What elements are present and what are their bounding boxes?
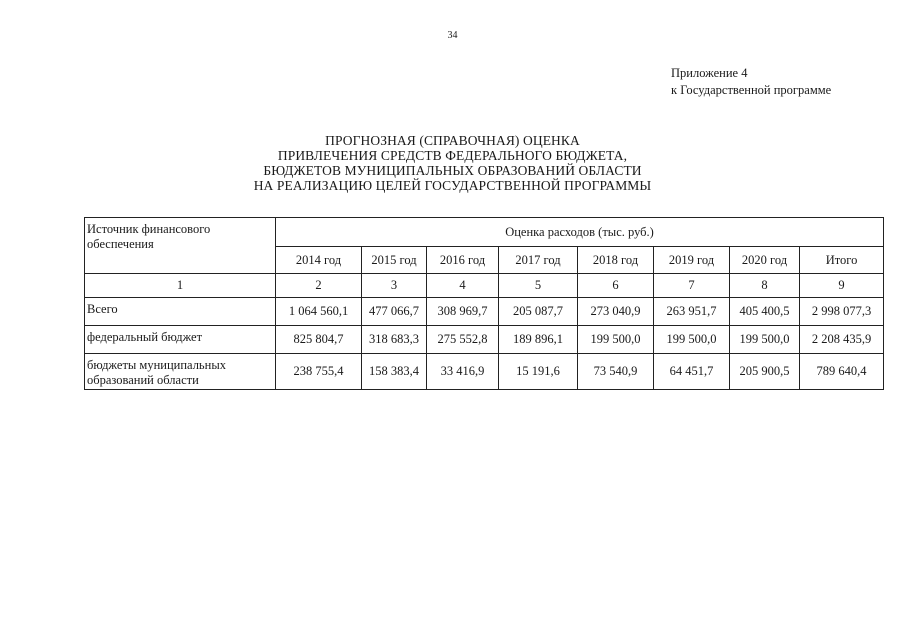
table-row-total xyxy=(85,298,884,326)
title-line-2: ПРИВЛЕЧЕНИЯ СРЕДСТВ ФЕДЕРАЛЬНОГО БЮДЖЕТА, xyxy=(277,148,628,163)
table-cell: 238 755,4 xyxy=(276,354,362,390)
appendix-line-1: Приложение 4 xyxy=(671,66,748,80)
year-header: 2017 год xyxy=(499,247,578,274)
table-row-federal xyxy=(85,326,884,354)
column-number: 5 xyxy=(499,274,578,298)
column-number: 2 xyxy=(276,274,362,298)
column-number: 8 xyxy=(730,274,800,298)
column-number: 7 xyxy=(654,274,730,298)
estimate-header: Оценка расходов (тыс. руб.) xyxy=(276,218,884,247)
appendix-line-2: к Государственной программе xyxy=(671,83,832,97)
table-cell: 318 683,3 xyxy=(362,326,427,354)
table-cell: 33 416,9 xyxy=(427,354,499,390)
table-cell: 825 804,7 xyxy=(276,326,362,354)
table-cell: 477 066,7 xyxy=(362,298,427,326)
year-header: 2015 год xyxy=(362,247,427,274)
row-label: бюджеты муниципальных образований области xyxy=(85,354,276,390)
table-cell: 2 208 435,9 xyxy=(800,326,884,354)
title-line-4: НА РЕАЛИЗАЦИЮ ЦЕЛЕЙ ГОСУДАРСТВЕННОЙ ПРОГРАММЫ xyxy=(253,178,652,193)
table-cell: 275 552,8 xyxy=(427,326,499,354)
table-cell: 15 191,6 xyxy=(499,354,578,390)
total-header: Итого xyxy=(800,247,884,274)
source-header: Источник финансового обеспечения xyxy=(85,218,276,274)
table-cell: 1 064 560,1 xyxy=(276,298,362,326)
column-number: 1 xyxy=(85,274,276,298)
column-number: 6 xyxy=(578,274,654,298)
table-cell: 199 500,0 xyxy=(730,326,800,354)
budget-table xyxy=(84,217,884,390)
table-cell: 789 640,4 xyxy=(800,354,884,390)
year-header: 2019 год xyxy=(654,247,730,274)
header-row xyxy=(85,218,884,247)
year-header: 2020 год xyxy=(730,247,800,274)
year-header: 2014 год xyxy=(276,247,362,274)
column-number: 4 xyxy=(427,274,499,298)
year-header: 2018 год xyxy=(578,247,654,274)
table-cell: 189 896,1 xyxy=(499,326,578,354)
table-row-municipal xyxy=(85,354,884,390)
year-header: 2016 год xyxy=(427,247,499,274)
page-number: 34 xyxy=(447,30,458,41)
table-cell: 199 500,0 xyxy=(654,326,730,354)
column-number: 9 xyxy=(800,274,884,298)
appendix-note xyxy=(671,65,831,99)
document-title xyxy=(0,133,905,193)
table-cell: 205 087,7 xyxy=(499,298,578,326)
table-cell: 405 400,5 xyxy=(730,298,800,326)
title-line-3: БЮДЖЕТОВ МУНИЦИПАЛЬНЫХ ОБРАЗОВАНИЙ ОБЛАСТИ xyxy=(263,163,642,178)
column-number: 3 xyxy=(362,274,427,298)
table-cell: 273 040,9 xyxy=(578,298,654,326)
row-label: федеральный бюджет xyxy=(85,326,276,354)
table-cell: 73 540,9 xyxy=(578,354,654,390)
table-cell: 199 500,0 xyxy=(578,326,654,354)
table-cell: 64 451,7 xyxy=(654,354,730,390)
column-numbers-row xyxy=(85,274,884,298)
title-line-1: ПРОГНОЗНАЯ (СПРАВОЧНАЯ) ОЦЕНКА xyxy=(325,133,580,148)
row-label: Всего xyxy=(85,298,276,326)
table-cell: 308 969,7 xyxy=(427,298,499,326)
table-cell: 158 383,4 xyxy=(362,354,427,390)
table-cell: 205 900,5 xyxy=(730,354,800,390)
table-cell: 2 998 077,3 xyxy=(800,298,884,326)
table-cell: 263 951,7 xyxy=(654,298,730,326)
